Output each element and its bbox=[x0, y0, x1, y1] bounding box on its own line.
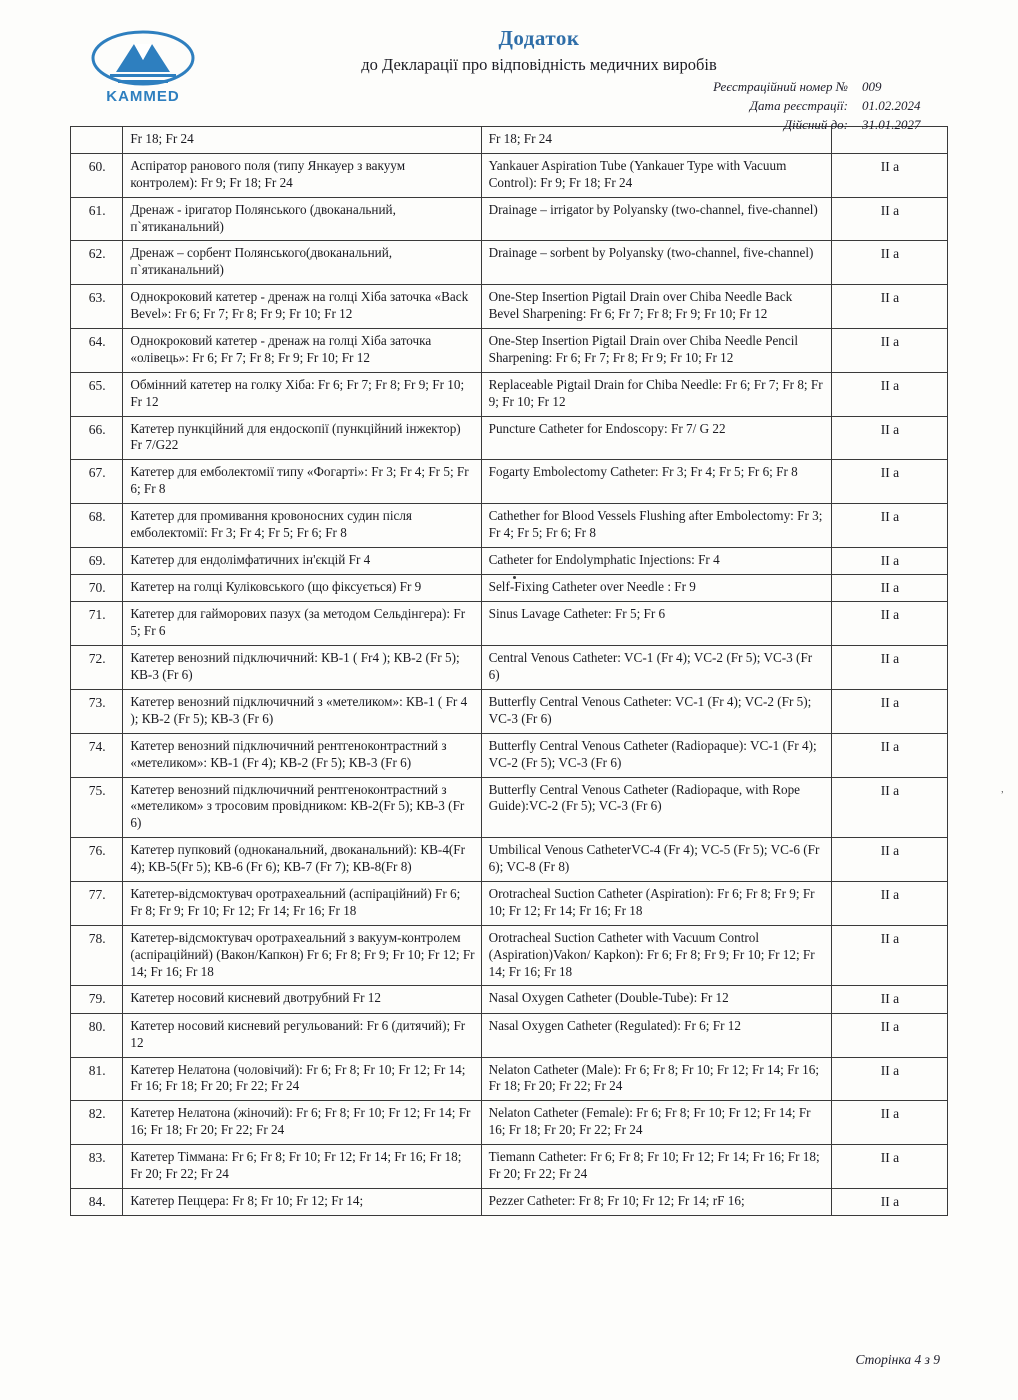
row-number: 79. bbox=[71, 986, 123, 1013]
table-row bbox=[71, 285, 948, 329]
table-row bbox=[71, 504, 948, 548]
row-class: II a bbox=[831, 690, 947, 734]
registration-row bbox=[713, 97, 948, 116]
row-number: 69. bbox=[71, 547, 123, 574]
table-row bbox=[71, 646, 948, 690]
registration-info bbox=[713, 78, 948, 135]
table-row bbox=[71, 1057, 948, 1101]
row-name-en: Orotracheal Suction Catheter (Aspiration): Fr 6; Fr 8; Fr 9; Fr 10; Fr 12; Fr 14; Fr 16; Fr 18 bbox=[481, 882, 831, 926]
table-row bbox=[71, 1013, 948, 1057]
row-name-ua: Катетер носовий кисневий регульований: Fr 6 (дитячий); Fr 12 bbox=[123, 1013, 481, 1057]
table-row bbox=[71, 602, 948, 646]
row-name-en: Sinus Lavage Catheter: Fr 5; Fr 6 bbox=[481, 602, 831, 646]
table-row bbox=[71, 547, 948, 574]
registration-number-label: Реєстраційний номер № bbox=[713, 79, 848, 94]
row-number: 61. bbox=[71, 197, 123, 241]
row-name-ua: Катетер носовий кисневий двотрубний Fr 12 bbox=[123, 986, 481, 1013]
row-class: II a bbox=[831, 1188, 947, 1215]
row-class: II a bbox=[831, 504, 947, 548]
row-name-ua: Обмінний катетер на голку Хіба: Fr 6; Fr 7; Fr 8; Fr 9; Fr 10; Fr 12 bbox=[123, 372, 481, 416]
table-row bbox=[71, 372, 948, 416]
row-name-en: One-Step Insertion Pigtail Drain over Chiba Needle Back Bevel Sharpening: Fr 6; Fr 7; Fr 8; Fr 9; Fr 10; Fr 12 bbox=[481, 285, 831, 329]
row-name-ua: Дренаж – сорбент Полянського(двоканальний, п`ятиканальний) bbox=[123, 241, 481, 285]
table-row bbox=[71, 838, 948, 882]
row-number: 82. bbox=[71, 1101, 123, 1145]
row-name-en: Butterfly Central Venous Catheter: VC-1 (Fr 4); VC-2 (Fr 5); VC-3 (Fr 6) bbox=[481, 690, 831, 734]
row-name-ua: Катетер для ендолімфатичних ін'єкцій Fr 4 bbox=[123, 547, 481, 574]
row-number: 77. bbox=[71, 882, 123, 926]
row-number: 76. bbox=[71, 838, 123, 882]
registration-date-value: 01.02.2024 bbox=[862, 97, 921, 113]
row-name-ua: Катетер пупковий (одноканальний, двоканальний): КВ-4(Fr 4); КВ-5(Fr 5); КВ-6 (Fr 6); КВ-7 (Fr 7); КВ-8(Fr 8) bbox=[123, 838, 481, 882]
row-name-en: Nasal Oxygen Catheter (Double-Tube): Fr 12 bbox=[481, 986, 831, 1013]
row-name-ua: Катетер венозний підключичний з «метеликом»: КВ-1 ( Fr 4 ); КВ-2 (Fr 5); КВ-3 (Fr 6) bbox=[123, 690, 481, 734]
registration-row bbox=[713, 116, 948, 135]
row-class: II a bbox=[831, 153, 947, 197]
row-name-ua: Катетер для промивання кровоносних судин після емболектомії: Fr 3; Fr 4; Fr 5; Fr 6; Fr 8 bbox=[123, 504, 481, 548]
registration-number-value: 009 bbox=[862, 79, 882, 94]
row-name-ua: Fr 18; Fr 24 bbox=[123, 127, 481, 154]
row-class: II a bbox=[831, 733, 947, 777]
row-name-ua: Катетер венозний підключичний рентгеноконтрастний з «метеликом» з тросовим провідником: КВ-2(Fr 5); КВ-3 (Fr 6) bbox=[123, 777, 481, 838]
row-name-en: One-Step Insertion Pigtail Drain over Chiba Needle Pencil Sharpening: Fr 6; Fr 7; Fr 8; Fr 9; Fr 10; Fr 12 bbox=[481, 329, 831, 373]
row-number: 63. bbox=[71, 285, 123, 329]
row-name-ua: Катетер-відсмоктувач оротрахеальний з вакуум-контролем (аспіраційний) (Вакон/Капкон) Fr 6; Fr 8; Fr 9; Fr 10; Fr 12; Fr 14; Fr 16; Fr 18 bbox=[123, 925, 481, 986]
row-name-ua: Однокроковий катетер - дренаж на голці Хіба заточка «Back Bevel»: Fr 6; Fr 7; Fr 8; Fr 9; Fr 10; Fr 12 bbox=[123, 285, 481, 329]
row-name-en: Fr 18; Fr 24 bbox=[481, 127, 831, 154]
row-name-en: Replaceable Pigtail Drain for Chiba Needle: Fr 6; Fr 7; Fr 8; Fr 9; Fr 10; Fr 12 bbox=[481, 372, 831, 416]
row-number: 65. bbox=[71, 372, 123, 416]
kammed-logo-icon bbox=[90, 30, 196, 86]
row-number: 62. bbox=[71, 241, 123, 285]
row-number: 67. bbox=[71, 460, 123, 504]
row-name-en: Butterfly Central Venous Catheter (Radiopaque, with Rope Guide):VC-2 (Fr 5); VC-3 (Fr 6) bbox=[481, 777, 831, 838]
row-number: 68. bbox=[71, 504, 123, 548]
row-name-en: Catheter for Endolymphatic Injections: Fr 4 bbox=[481, 547, 831, 574]
row-name-ua: Катетер Пеццера: Fr 8; Fr 10; Fr 12; Fr 14; bbox=[123, 1188, 481, 1215]
table-row bbox=[71, 460, 948, 504]
row-class: II a bbox=[831, 1101, 947, 1145]
row-name-en: Nelaton Catheter (Female): Fr 6; Fr 8; Fr 10; Fr 12; Fr 14; Fr 16; Fr 18; Fr 20; Fr 22; Fr 24 bbox=[481, 1101, 831, 1145]
row-class: II a bbox=[831, 416, 947, 460]
row-class: II a bbox=[831, 1145, 947, 1189]
row-class: II a bbox=[831, 329, 947, 373]
row-name-ua: Катетер Нелатона (чоловічий): Fr 6; Fr 8; Fr 10; Fr 12; Fr 14; Fr 16; Fr 18; Fr 20; Fr 22; Fr 24 bbox=[123, 1057, 481, 1101]
table-row bbox=[71, 241, 948, 285]
row-name-en: Butterfly Central Venous Catheter (Radiopaque): VC-1 (Fr 4); VC-2 (Fr 5); VC-3 (Fr 6) bbox=[481, 733, 831, 777]
table-row bbox=[71, 882, 948, 926]
row-number: 83. bbox=[71, 1145, 123, 1189]
row-name-en: Yankauer Aspiration Tube (Yankauer Type with Vacuum Control): Fr 9; Fr 18; Fr 24 bbox=[481, 153, 831, 197]
row-name-en: Cathether for Blood Vessels Flushing after Embolectomy: Fr 3; Fr 4; Fr 5; Fr 6; Fr 8 bbox=[481, 504, 831, 548]
row-name-en: Tiemann Catheter: Fr 6; Fr 8; Fr 10; Fr 12; Fr 14; Fr 16; Fr 18; Fr 20; Fr 22; Fr 24 bbox=[481, 1145, 831, 1189]
table-row bbox=[71, 416, 948, 460]
table-row bbox=[71, 1101, 948, 1145]
row-class: II a bbox=[831, 602, 947, 646]
title-block bbox=[70, 26, 948, 75]
row-number: 70. bbox=[71, 575, 123, 602]
row-name-ua: Катетер для гайморових пазух (за методом Сельдінгера): Fr 5; Fr 6 bbox=[123, 602, 481, 646]
row-number: 80. bbox=[71, 1013, 123, 1057]
registration-date-label: Дата реєстрації: bbox=[749, 97, 848, 113]
row-number: 66. bbox=[71, 416, 123, 460]
registration-row bbox=[713, 78, 948, 97]
row-number: 71. bbox=[71, 602, 123, 646]
paper-speck bbox=[513, 576, 516, 579]
page-title: Додаток bbox=[498, 26, 580, 50]
table-row bbox=[71, 197, 948, 241]
logo-wordmark: KAMMED bbox=[106, 88, 180, 105]
row-name-ua: Аспіратор ранового поля (типу Янкауер з вакуум контролем): Fr 9; Fr 18; Fr 24 bbox=[123, 153, 481, 197]
row-name-ua: Катетер венозний підключичний: КВ-1 ( Fr4 ); КВ-2 (Fr 5); КВ-3 (Fr 6) bbox=[123, 646, 481, 690]
document-header bbox=[0, 0, 1018, 132]
margin-mark: ʼ bbox=[1000, 790, 1004, 801]
row-number: 74. bbox=[71, 733, 123, 777]
items-table-body bbox=[71, 127, 948, 1216]
table-row bbox=[71, 575, 948, 602]
row-name-en: Fogarty Embolectomy Catheter: Fr 3; Fr 4; Fr 5; Fr 6; Fr 8 bbox=[481, 460, 831, 504]
row-class: II a bbox=[831, 460, 947, 504]
row-name-ua: Катетер на голці Куліковського (що фіксується) Fr 9 bbox=[123, 575, 481, 602]
row-class: II a bbox=[831, 547, 947, 574]
valid-until-label: Дійсний до: bbox=[783, 116, 848, 132]
row-number: 81. bbox=[71, 1057, 123, 1101]
table-row bbox=[71, 1188, 948, 1215]
row-class: II a bbox=[831, 1057, 947, 1101]
page-footer: Сторінка 4 з 9 bbox=[855, 1352, 940, 1367]
row-name-en: Pezzer Catheter: Fr 8; Fr 10; Fr 12; Fr 14; rF 16; bbox=[481, 1188, 831, 1215]
row-class: II a bbox=[831, 925, 947, 986]
table-row bbox=[71, 777, 948, 838]
row-class: II a bbox=[831, 285, 947, 329]
table-row bbox=[71, 153, 948, 197]
table-row bbox=[71, 925, 948, 986]
row-name-ua: Катетер пункційний для ендоскопії (пункційний інжектор) Fr 7/G22 bbox=[123, 416, 481, 460]
row-class: II a bbox=[831, 882, 947, 926]
table-row bbox=[71, 733, 948, 777]
row-name-en: Orotracheal Suction Catheter with Vacuum Control (Aspiration)Vakon/ Kapkon): Fr 6; Fr 8; Fr 9; Fr 10; Fr 12; Fr 14; Fr 16; Fr 18 bbox=[481, 925, 831, 986]
row-name-ua: Катетер-відсмоктувач оротрахеальний (аспіраційний) Fr 6; Fr 8; Fr 9; Fr 10; Fr 12; Fr 14; Fr 16; Fr 18 bbox=[123, 882, 481, 926]
table-row bbox=[71, 1145, 948, 1189]
row-name-en: Central Venous Catheter: VC-1 (Fr 4); VC-2 (Fr 5); VC-3 (Fr 6) bbox=[481, 646, 831, 690]
company-logo bbox=[88, 30, 198, 105]
valid-until-value: 31.01.2027 bbox=[862, 116, 921, 132]
row-name-en: Self-Fixing Catheter over Needle : Fr 9 bbox=[481, 575, 831, 602]
row-number bbox=[71, 127, 123, 154]
row-class: II a bbox=[831, 197, 947, 241]
items-table-wrapper bbox=[70, 126, 948, 1216]
row-name-ua: Катетер для емболектомії типу «Фогарті»: Fr 3; Fr 4; Fr 5; Fr 6; Fr 8 bbox=[123, 460, 481, 504]
row-name-en: Umbilical Venous CatheterVC-4 (Fr 4); VC-5 (Fr 5); VC-6 (Fr 6); VC-8 (Fr 8) bbox=[481, 838, 831, 882]
row-class: II a bbox=[831, 838, 947, 882]
table-row bbox=[71, 986, 948, 1013]
row-class: II a bbox=[831, 986, 947, 1013]
row-name-en: Nelaton Catheter (Male): Fr 6; Fr 8; Fr 10; Fr 12; Fr 14; Fr 16; Fr 18; Fr 20; Fr 22; Fr 24 bbox=[481, 1057, 831, 1101]
row-number: 60. bbox=[71, 153, 123, 197]
page-subtitle: до Декларації про відповідність медичних виробів bbox=[361, 55, 717, 74]
table-row bbox=[71, 329, 948, 373]
row-class: II a bbox=[831, 777, 947, 838]
table-row bbox=[71, 690, 948, 734]
row-name-en: Drainage – sorbent by Polyansky (two-channel, five-channel) bbox=[481, 241, 831, 285]
row-name-en: Puncture Catheter for Endoscopy: Fr 7/ G 22 bbox=[481, 416, 831, 460]
row-number: 64. bbox=[71, 329, 123, 373]
row-name-en: Drainage – irrigator by Polyansky (two-channel, five-channel) bbox=[481, 197, 831, 241]
row-class: II a bbox=[831, 575, 947, 602]
row-number: 84. bbox=[71, 1188, 123, 1215]
row-name-ua: Катетер Нелатона (жіночий): Fr 6; Fr 8; Fr 10; Fr 12; Fr 14; Fr 16; Fr 18; Fr 20; Fr 22; Fr 24 bbox=[123, 1101, 481, 1145]
row-number: 73. bbox=[71, 690, 123, 734]
row-class: II a bbox=[831, 646, 947, 690]
row-number: 72. bbox=[71, 646, 123, 690]
row-number: 75. bbox=[71, 777, 123, 838]
row-number: 78. bbox=[71, 925, 123, 986]
row-name-ua: Катетер Тіммана: Fr 6; Fr 8; Fr 10; Fr 12; Fr 14; Fr 16; Fr 18; Fr 20; Fr 22; Fr 24 bbox=[123, 1145, 481, 1189]
row-name-en: Nasal Oxygen Catheter (Regulated): Fr 6; Fr 12 bbox=[481, 1013, 831, 1057]
row-name-ua: Однокроковий катетер - дренаж на голці Хіба заточка «олівець»: Fr 6; Fr 7; Fr 8; Fr 9; Fr 10; Fr 12 bbox=[123, 329, 481, 373]
items-table bbox=[70, 126, 948, 1216]
row-class: II a bbox=[831, 241, 947, 285]
row-class: II a bbox=[831, 372, 947, 416]
row-name-ua: Катетер венозний підключичний рентгеноконтрастний з «метеликом»: КВ-1 (Fr 4); КВ-2 (Fr 5); КВ-3 (Fr 6) bbox=[123, 733, 481, 777]
row-class: II a bbox=[831, 1013, 947, 1057]
row-name-ua: Дренаж - іригатор Полянського (двоканальний, п`ятиканальний) bbox=[123, 197, 481, 241]
